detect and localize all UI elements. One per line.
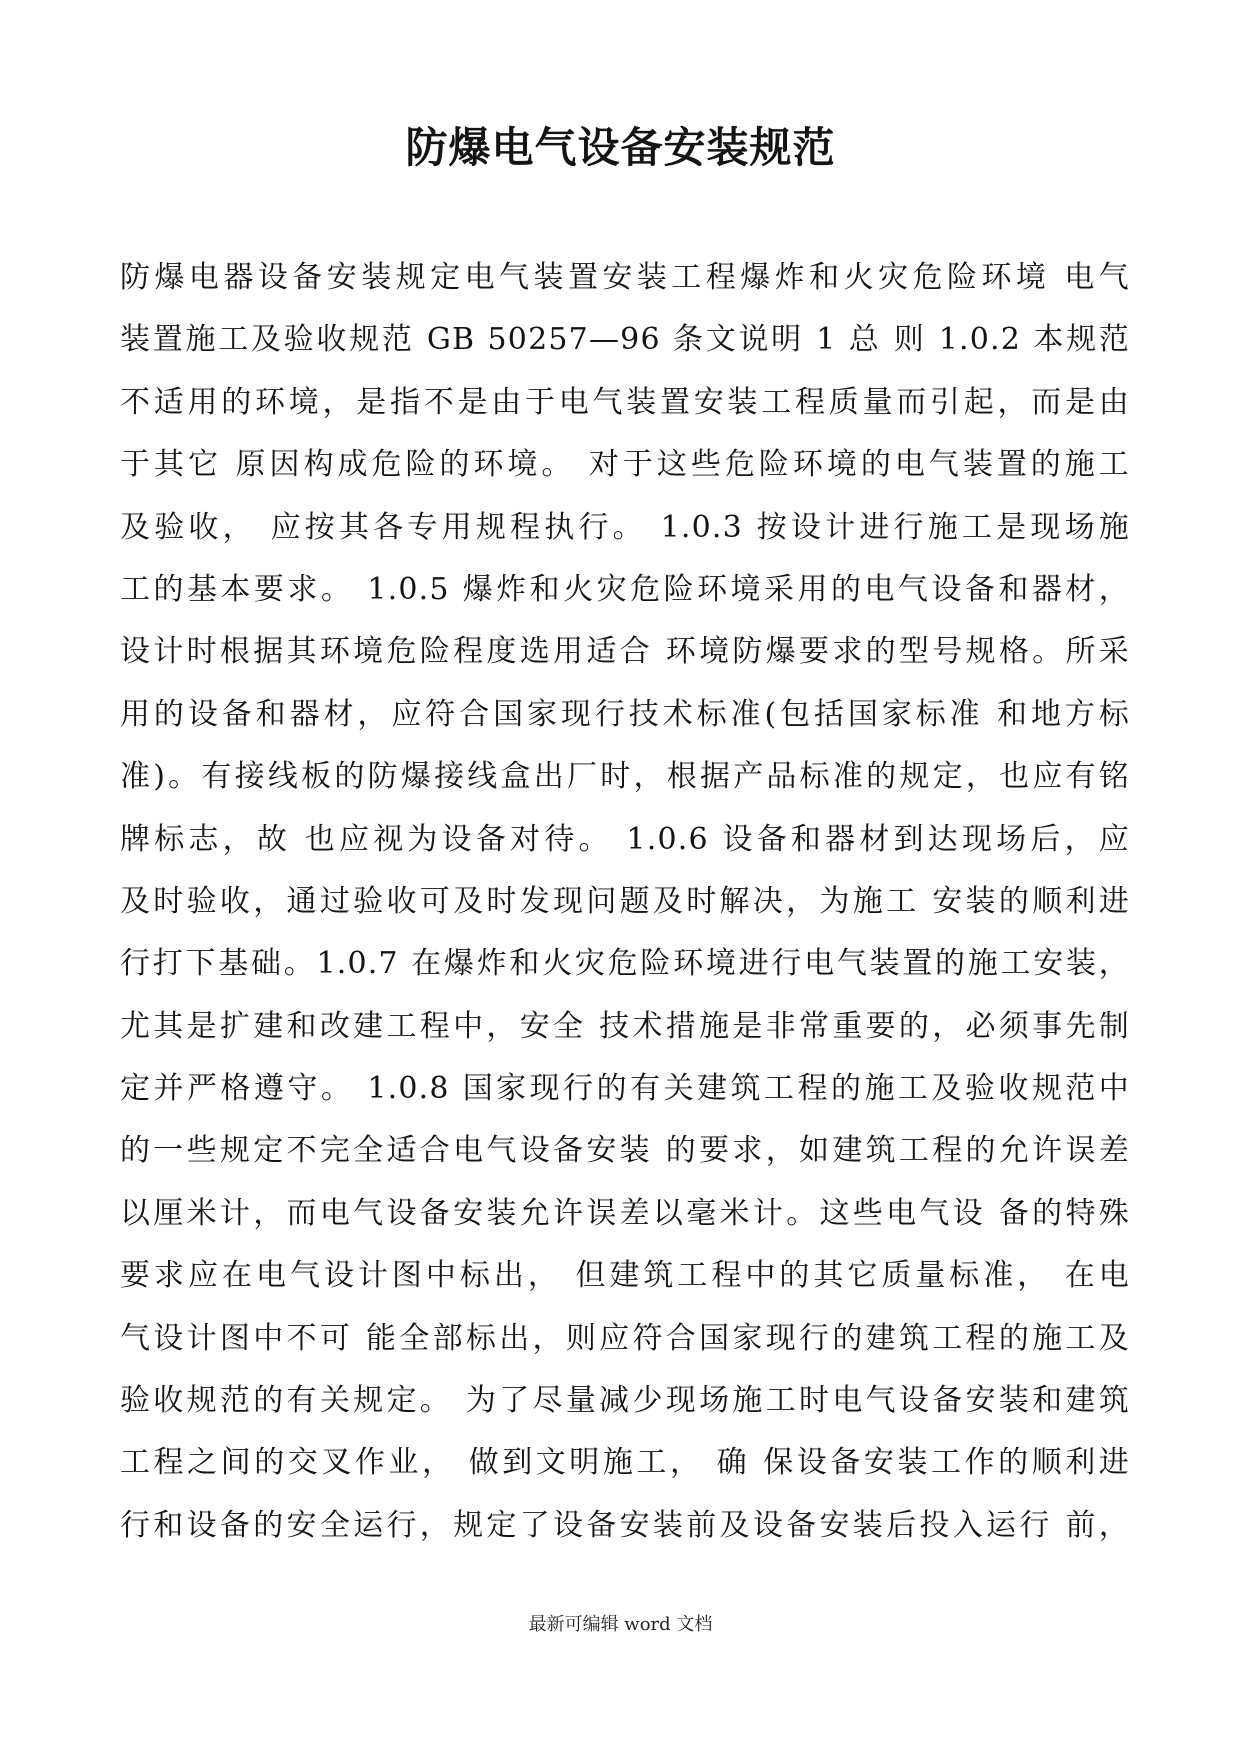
body-line: 及时验收，通过验收可及时发现问题及时解决，为施工 安装的顺利进 bbox=[120, 883, 1130, 919]
body-line: 准)。有接线板的防爆接线盒出厂时，根据产品标准的规定，也应有铭 bbox=[120, 759, 1130, 795]
body-line: 气设计图中不可 能全部标出，则应符合国家现行的建筑工程的施工及 bbox=[120, 1320, 1130, 1356]
body-line: 行打下基础。1.0.7 在爆炸和火灾危险环境进行电气装置的施工安装， bbox=[120, 946, 1130, 982]
body-line: 装置施工及验收规范 GB 50257—96 条文说明 1 总 则 1.0.2 本规范 bbox=[120, 322, 1130, 358]
body-line: 以厘米计，而电气设备安装允许误差以毫米计。这些电气设 备的特殊 bbox=[120, 1195, 1130, 1231]
body-line: 验收规范的有关规定。 为了尽量减少现场施工时电气设备安装和建筑 bbox=[120, 1383, 1130, 1419]
body-line: 牌标志，故 也应视为设备对待。 1.0.6 设备和器材到达现场后，应 bbox=[120, 821, 1130, 857]
body-line: 设计时根据其环境危险程度选用适合 环境防爆要求的型号规格。所采 bbox=[120, 634, 1130, 670]
page-footer: 最新可编辑 word 文档 bbox=[528, 1614, 713, 1635]
body-line: 于其它 原因构成危险的环境。 对于这些危险环境的电气装置的施工 bbox=[120, 447, 1130, 483]
body-line: 定并严格遵守。 1.0.8 国家现行的有关建筑工程的施工及验收规范中 bbox=[120, 1071, 1130, 1107]
body-line: 行和设备的安全运行，规定了设备安装前及设备安装后投入运行 前， bbox=[120, 1507, 1130, 1543]
body-line: 工程之间的交叉作业， 做到文明施工， 确 保设备安装工作的顺利进 bbox=[120, 1445, 1130, 1481]
document-title: 防爆电气设备安装规范 bbox=[405, 123, 836, 172]
body-line: 尤其是扩建和改建工程中，安全 技术措施是非常重要的，必须事先制 bbox=[120, 1008, 1130, 1044]
body-line: 用的设备和器材，应符合国家现行技术标准(包括国家标准 和地方标 bbox=[120, 696, 1130, 732]
body-line: 防爆电器设备安装规定电气装置安装工程爆炸和火灾危险环境 电气 bbox=[120, 260, 1130, 295]
body-line: 及验收， 应按其各专用规程执行。 1.0.3 按设计进行施工是现场施 bbox=[120, 509, 1130, 545]
body-line: 的一些规定不完全适合电气设备安装 的要求，如建筑工程的允许误差 bbox=[120, 1133, 1130, 1169]
body-line: 要求应在电气设计图中标出， 但建筑工程中的其它质量标准， 在电 bbox=[120, 1258, 1130, 1294]
body-paragraph bbox=[120, 247, 1130, 1557]
body-line: 不适用的环境，是指不是由于电气装置安装工程质量而引起，而是由 bbox=[120, 384, 1130, 420]
body-line: 工的基本要求。 1.0.5 爆炸和火灾危险环境采用的电气设备和器材， bbox=[120, 571, 1130, 607]
